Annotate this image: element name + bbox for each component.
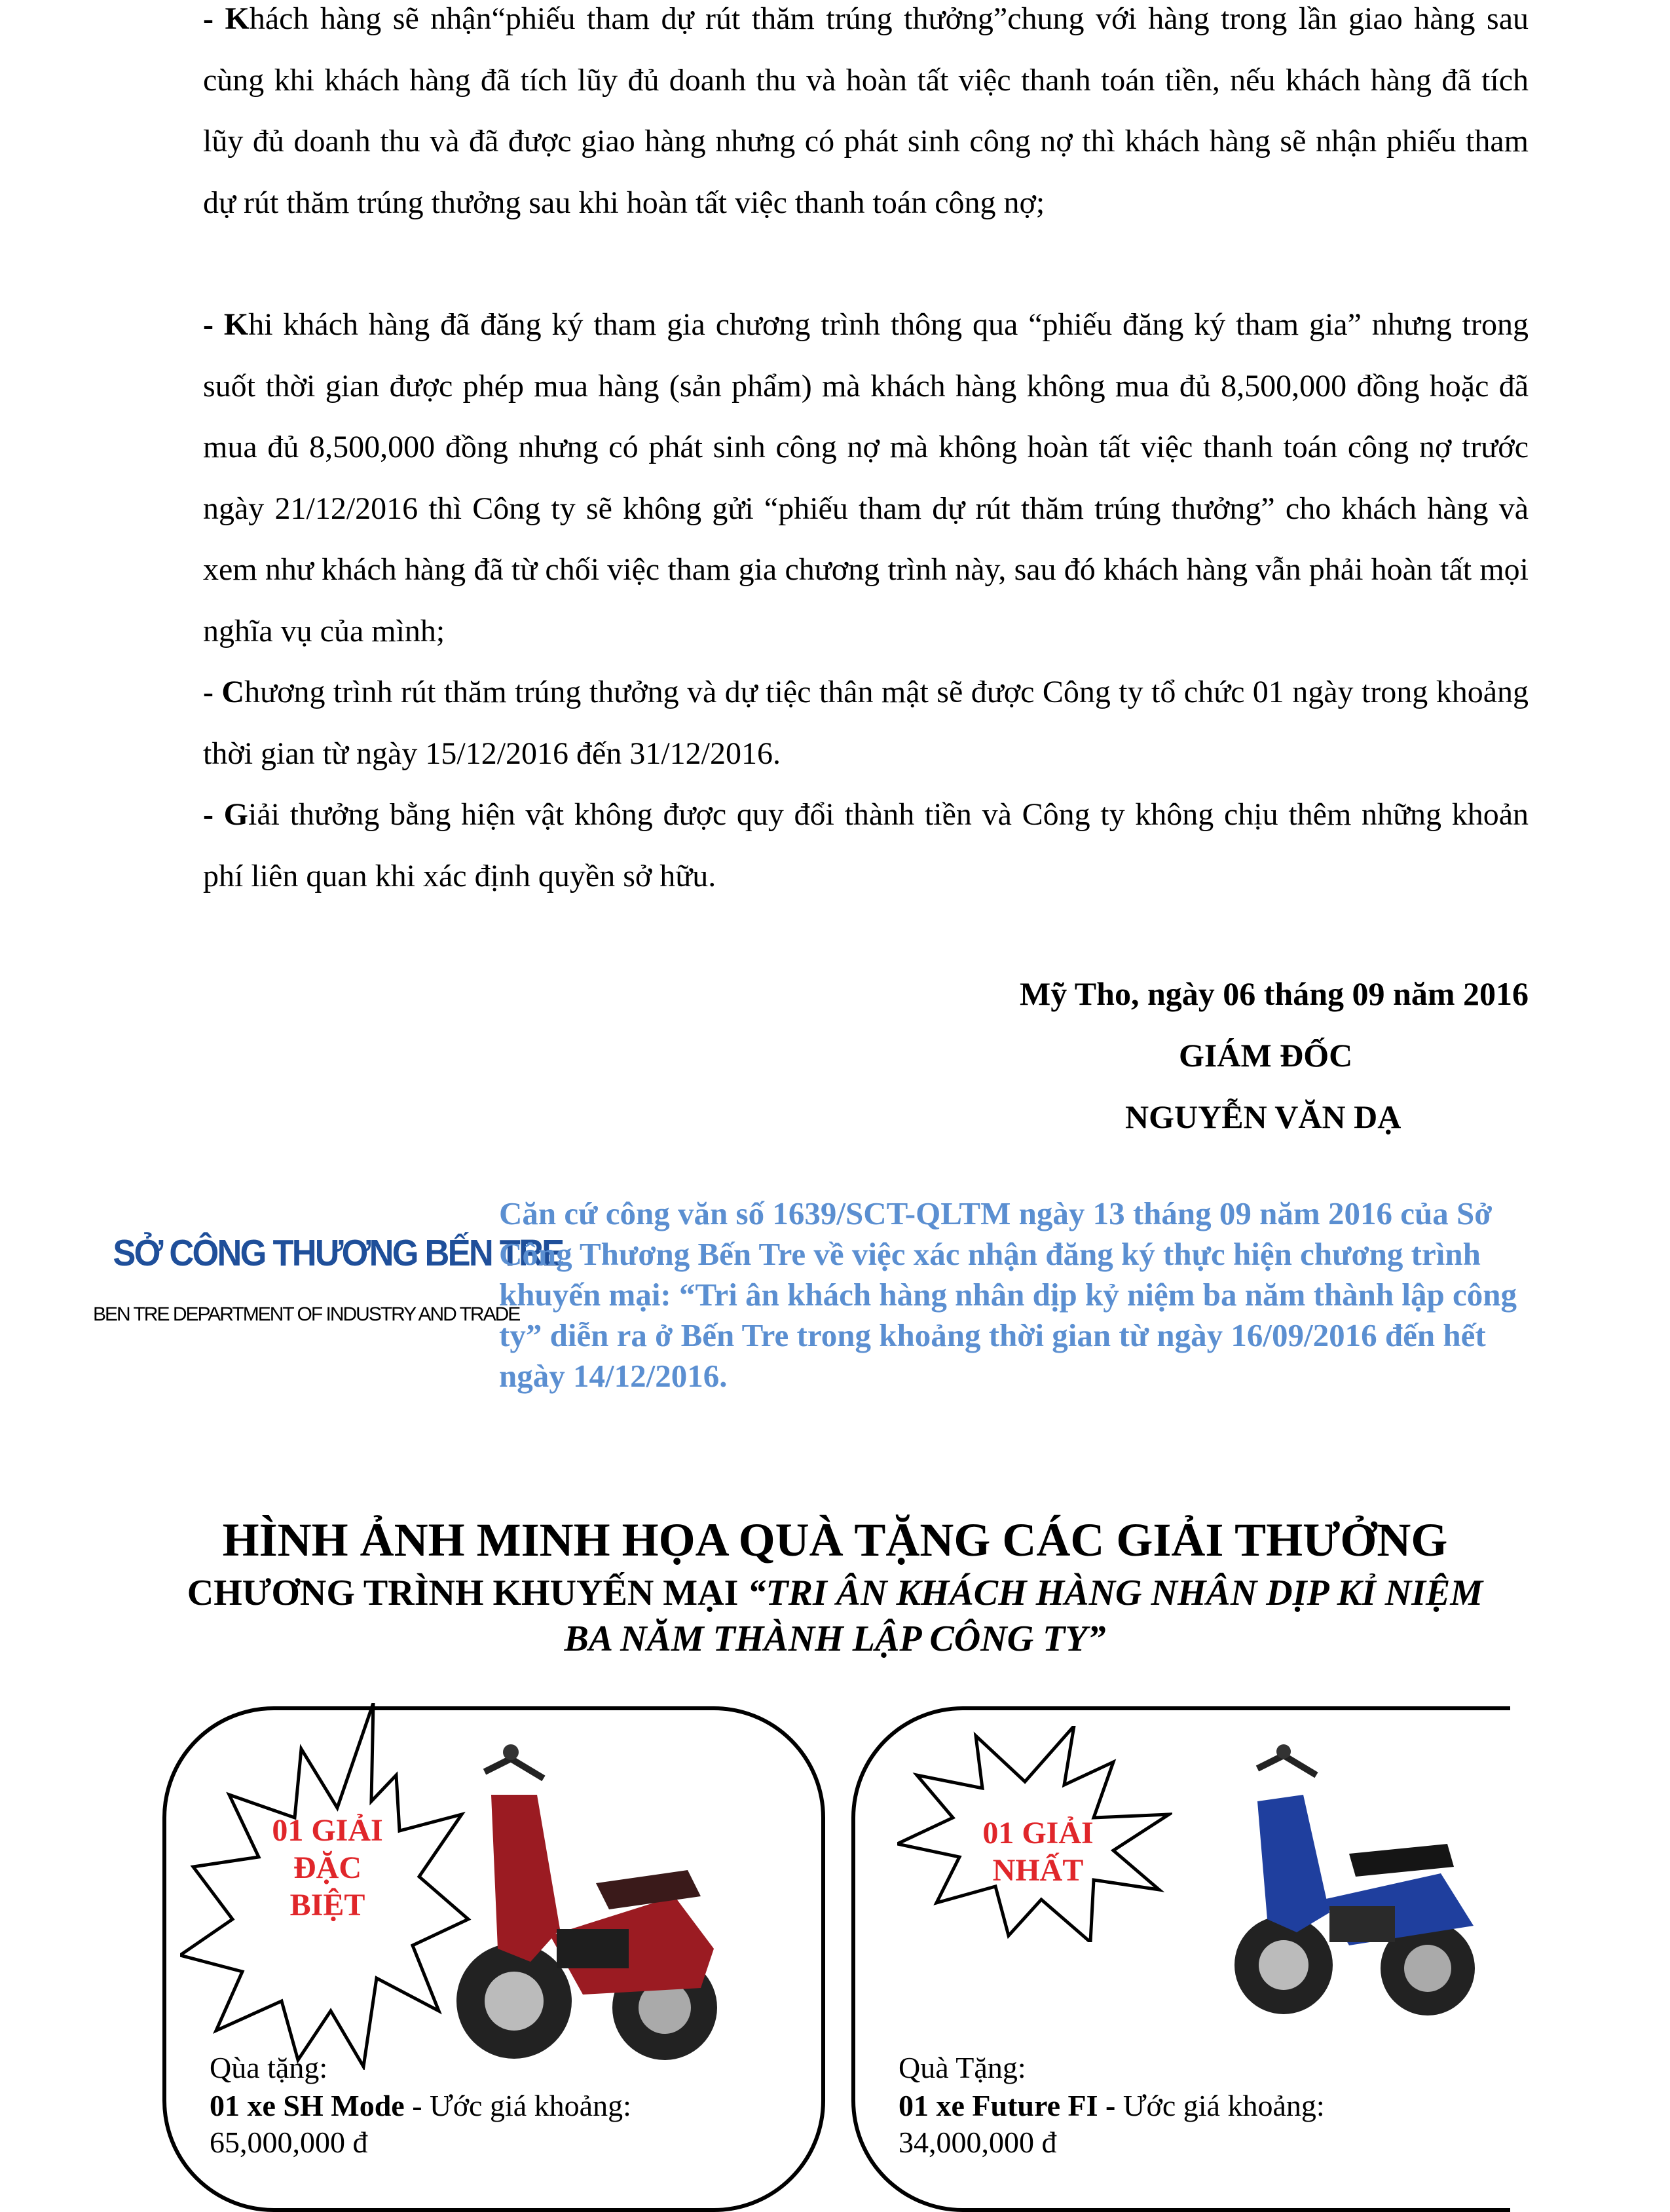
paragraph-3 — [203, 662, 1529, 784]
paragraph-1 — [203, 0, 1529, 233]
prizes-subtitle — [0, 1572, 1670, 1614]
prizes-subtitle-prefix: CHƯƠNG TRÌNH KHUYẾN MẠI — [187, 1573, 748, 1613]
approval-notice: Căn cứ công văn số 1639/SCT-QLTM ngày 13 tháng 09 năm 2016 của Sở Công Thương Bến Tre về việc xác nhận đăng ký thực hiện chương trình khuyến mại: “Tri ân khách hàng nhân dịp kỷ niệm ba năm thành lập công ty” diễn ra ở Bến Tre trong khoảng thời gian từ ngày 16/09/2016 đến hết ngày 14/12/2016. — [499, 1195, 1517, 1394]
prizes-subtitle-italic: “TRI ÂN KHÁCH HÀNG NHÂN DỊP KỈ NIỆM — [747, 1573, 1483, 1613]
paragraph-4 — [203, 784, 1529, 907]
prize-special-item-name: 01 xe SH Mode — [210, 2089, 405, 2122]
motorbike-image — [1231, 1742, 1487, 2024]
paragraph-2-text: hi khách hàng đã đăng ký tham gia chương trình thông qua “phiếu đăng ký tham gia” nhưng trong suốt thời gian được phép mua hàng (sản phẩm) mà khách hàng không mua đủ 8,500,000 đồng hoặc đã mua đủ 8,500,000 đồng nhưng có phát sinh công nợ mà không hoàn tất việc thanh toán công nợ trước ngày 21/12/2016 thì Công ty sẽ không gửi “phiếu tham dự rút thăm trúng thưởng” cho khách hàng và xem như khách hàng đã từ chối việc tham gia chương trình này, sau đó khách hàng vẫn phải hoàn tất mọi nghĩa vụ của mình; — [203, 307, 1529, 648]
scooter-image — [452, 1733, 727, 2067]
paragraph-2-lead: - K — [203, 307, 249, 342]
paragraph-2 — [203, 294, 1529, 662]
department-logo-text: SỞ CÔNG THƯƠNG BẾN TRE — [113, 1232, 563, 1274]
prize-first-item — [899, 2088, 1325, 2123]
prize-first-item-name: 01 xe Future FI - — [899, 2089, 1116, 2122]
paragraph-4-text: iải thưởng bằng hiện vật không được quy đổi thành tiền và Công ty không chịu thêm những khoản phí liên quan khi xác định quyền sở hữu. — [203, 797, 1529, 893]
prize-special-label: Qùa tặng: — [210, 2051, 328, 2084]
paragraph-3-lead: - C — [203, 675, 245, 709]
prize-first-price: 34,000,000 đ — [899, 2126, 1057, 2159]
prize-first-label: Quà Tặng: — [899, 2051, 1026, 2084]
paragraph-3-text: hương trình rút thăm trúng thưởng và dự tiệc thân mật sẽ được Công ty tổ chức 01 ngày trong khoảng thời gian từ ngày 15/12/2016 đến 31/12/2016. — [203, 675, 1529, 771]
prizes-subtitle-line2: BA NĂM THÀNH LẬP CÔNG TY” — [564, 1619, 1106, 1659]
department-logo-subtitle: BEN TRE DEPARTMENT OF INDUSTRY AND TRADE — [93, 1303, 520, 1325]
paragraph-1-text: hách hàng sẽ nhận“phiếu tham dự rút thăm trúng thưởng”chung với hàng trong lần giao hàng sau cùng khi khách hàng đã tích lũy đủ doanh thu và hoàn tất việc thanh toán tiền, nếu khách hàng đã tích lũy đủ doanh thu và đã được giao hàng nhưng có phát sinh công nợ thì khách hàng sẽ nhận phiếu tham dự rút thăm trúng thưởng sau khi hoàn tất việc thanh toán công nợ; — [203, 1, 1529, 220]
prize-special-item — [210, 2088, 631, 2123]
prize-special-item-suffix: - Ước giá khoảng: — [404, 2089, 631, 2122]
paragraph-4-lead: - G — [203, 797, 249, 832]
prize-first-item-suffix: Ước giá khoảng: — [1115, 2089, 1325, 2122]
signature-place-date: Mỹ Tho, ngày 06 tháng 09 năm 2016 — [1020, 975, 1529, 1012]
burst-label-first: 01 GIẢI NHẤT — [982, 1816, 1094, 1888]
prize-special-price: 65,000,000 đ — [210, 2126, 368, 2159]
paragraph-1-lead: - K — [203, 1, 250, 36]
signature-position: GIÁM ĐỐC — [1179, 1037, 1353, 1074]
signature-name: NGUYỄN VĂN DẠ — [1125, 1098, 1401, 1135]
burst-label-special: 01 GIẢI ĐẶC BIỆT — [272, 1813, 383, 1922]
prizes-title: HÌNH ẢNH MINH HỌA QUÀ TẶNG CÁC GIẢI THƯỞNG — [222, 1514, 1448, 1566]
